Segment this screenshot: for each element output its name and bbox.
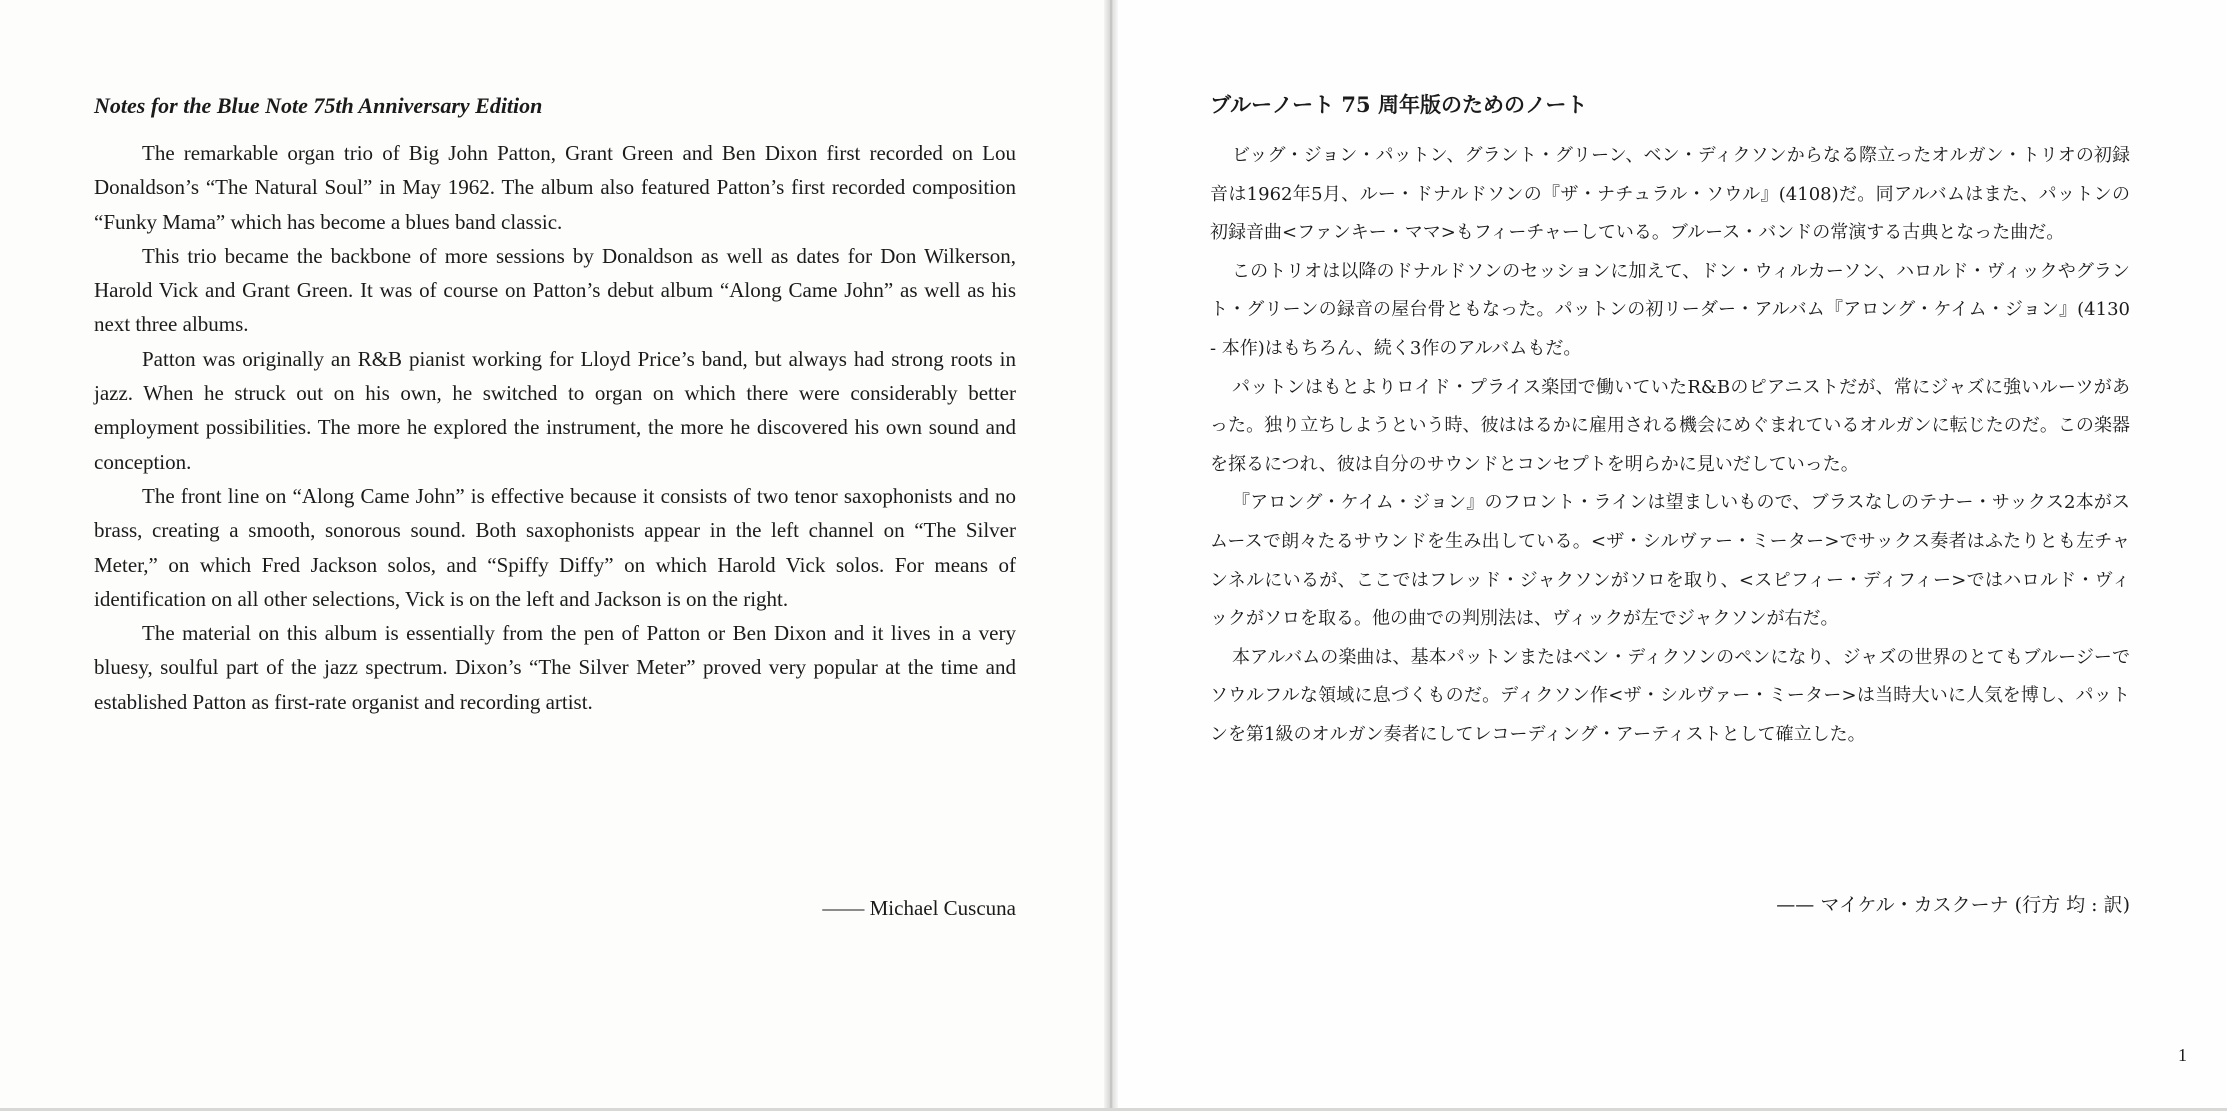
english-paragraph-3: Patton was originally an R&B pianist working for Lloyd Price’s band, but always had strong roots in jazz. When he struck out on his own, he switched to organ on which there were considerably better employment possibilities. The more he explored the instrument, the more he discovered his own sound and conception.: [94, 346, 1016, 474]
english-signature: —— Michael Cuscuna: [822, 896, 1016, 920]
english-paragraph-4: The front line on “Along Came John” is effective because it consists of two tenor saxophonists and no brass, creating a smooth, sonorous sound. Both saxophonists appear in the left channel on “The Silver Meter,” on which Fred Jackson solos, and “Spiffy Diffy” on which Harold Vick solos. For means of identification on all other selections, Vick is on the left and Jackson is on the right.: [94, 483, 1016, 611]
english-paragraph-2: This trio became the backbone of more sessions by Donaldson as well as dates for Don Wilkerson, Harold Vick and Grant Green. It was of course on Patton’s debut album “Along Came John” as well as his next three albums.: [94, 243, 1016, 337]
japanese-title: ブルーノート 75 周年版のためのノート: [1210, 92, 1588, 117]
japanese-paragraph-3: パットンはもとよりロイド・プライス楽団で働いていたR&Bのピアニストだが、常にジャズに強いルーツがあった。独り立ちしようという時、彼ははるかに雇用される機会にめぐまれているオルガンに転じたのだ。この楽器を探るにつれ、彼は自分のサウンドとコンセプトを明らかに見いだしていった。: [1210, 376, 2130, 475]
japanese-signature: —— マイケル・カスクーナ (行方 均 : 訳): [1776, 894, 2130, 916]
japanese-paragraph-5: 本アルバムの楽曲は、基本パットンまたはベン・ディクソンのペンになり、ジャズの世界のとてもブルージーでソウルフルな領域に息づくものだ。ディクソン作<ザ・シルヴァー・ミーター>は当時大いに人気を博し、パットンを第1級のオルガン奏者にしてレコーディング・アーティストとして確立した。: [1210, 646, 2130, 745]
english-title: Notes for the Blue Note 75th Anniversary Edition: [94, 93, 543, 118]
page-number: 1: [2178, 1045, 2187, 1065]
page-gutter: [1104, 0, 1118, 1111]
japanese-paragraph-2: このトリオは以降のドナルドソンのセッションに加えて、ドン・ウィルカーソン、ハロルド・ヴィックやグラント・グリーンの録音の屋台骨ともなった。パットンの初リーダー・アルバム『アロング・ケイム・ジョン』(4130 - 本作)はもちろん、続く3作のアルバムもだ。: [1210, 260, 2130, 359]
english-paragraph-1: The remarkable organ trio of Big John Patton, Grant Green and Ben Dixon first recorded on Lou Donaldson’s “The Natural Soul” in May 1962. The album also featured Patton’s first recorded composition “Funky Mama” which has become a blues band classic.: [94, 141, 1016, 234]
japanese-paragraph-1: ビッグ・ジョン・パットン、グラント・グリーン、ベン・ディクソンからなる際立ったオルガン・トリオの初録音は1962年5月、ルー・ドナルドソンの『ザ・ナチュラル・ソウル』(4108)だ。同アルバムはまた、パットンの初録音曲<ファンキー・ママ>もフィーチャーしている。ブルース・バンドの常演する古典となった曲だ。: [1210, 145, 2130, 244]
japanese-notes: [1210, 87, 2130, 755]
english-notes: [94, 88, 1016, 719]
english-paragraph-5: The material on this album is essentially from the pen of Patton or Ben Dixon and it lives in a very bluesy, soulful part of the jazz spectrum. Dixon’s “The Silver Meter” proved very popular at the time and established Patton as first-rate organist and recording artist.: [94, 621, 1016, 714]
japanese-paragraph-4: 『アロング・ケイム・ジョン』のフロント・ラインは望ましいもので、ブラスなしのテナー・サックス2本がスムースで朗々たるサウンドを生み出している。<ザ・シルヴァー・ミーター>でサックス奏者はふたりとも左チャンネルにいるが、ここではフレッド・ジャクソンがソロを取り、<スピフィー・ディフィー>ではハロルド・ヴィックがソロを取る。他の曲での判別法は、ヴィックが左でジャクソンが右だ。: [1210, 492, 2130, 630]
